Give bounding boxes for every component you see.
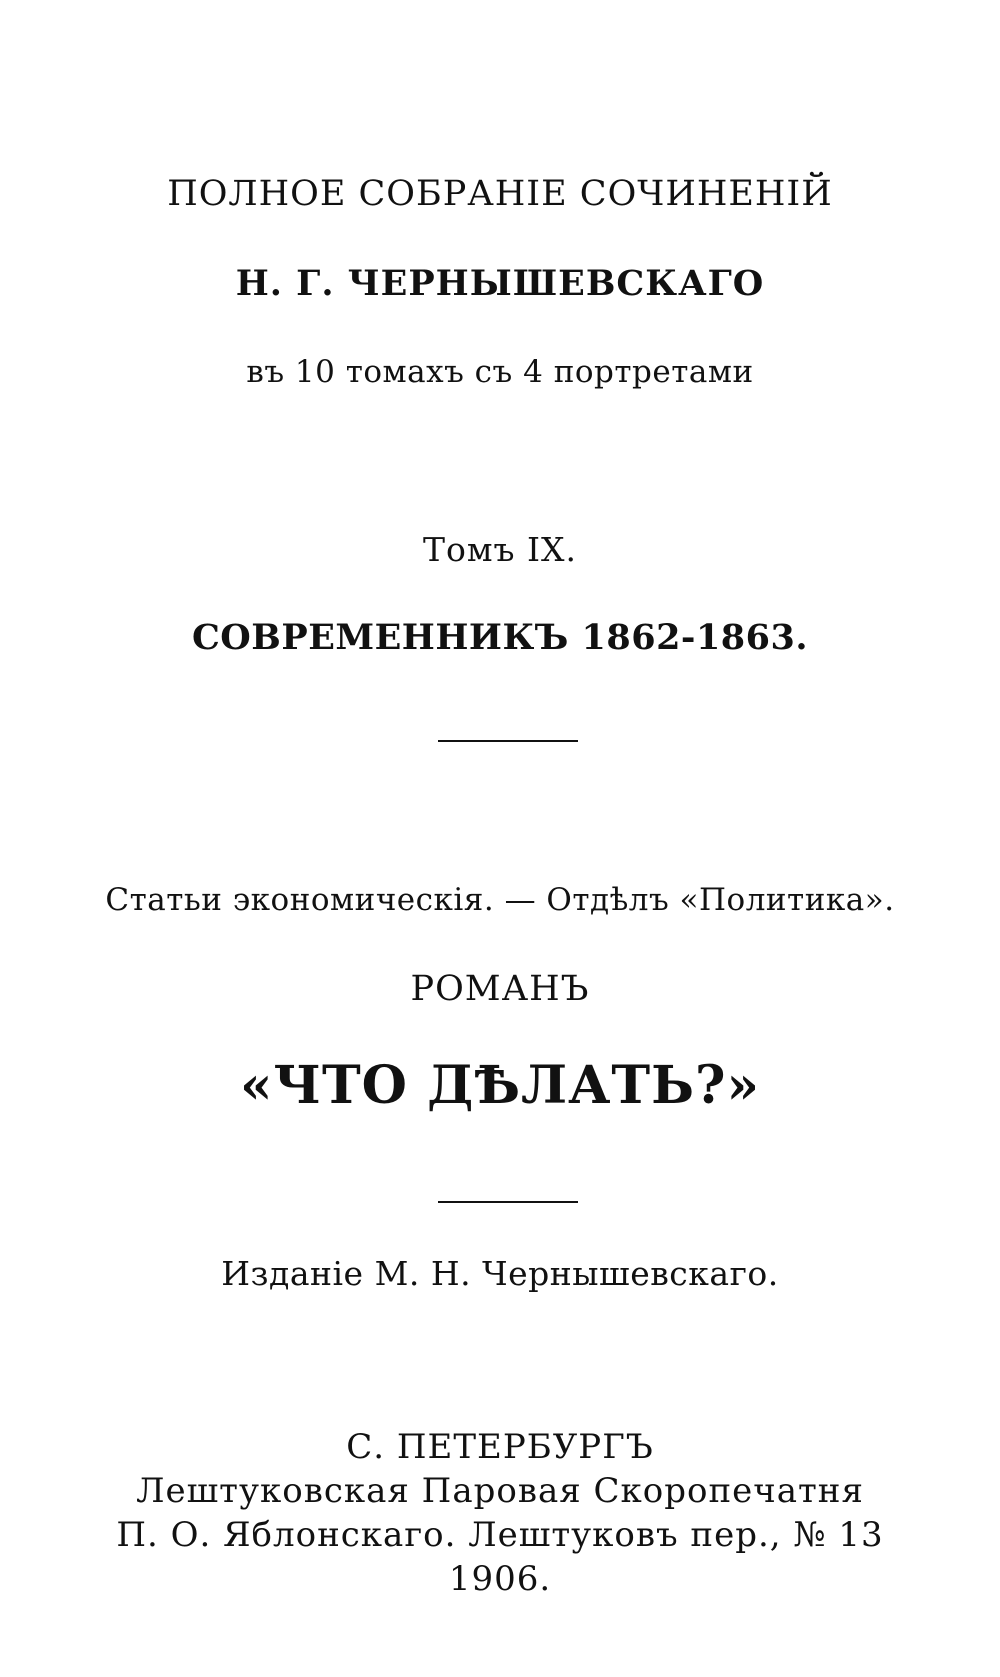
imprint-city: С. ПЕТЕРБУРГЪ	[346, 1427, 654, 1467]
imprint-block	[0, 1425, 1000, 1601]
novel-title: «ЧТО ДѢЛАТЬ?»	[240, 1055, 760, 1116]
collection-heading: ПОЛНОЕ СОБРАНІЕ СОЧИНЕНІЙ	[167, 174, 833, 214]
imprint-year: 1906.	[448, 1559, 552, 1599]
imprint-printer-line1: Лештуковская Паровая Скоропечатня	[136, 1471, 864, 1511]
contents-line: Статьи экономическія. — Отдѣлъ «Политика».	[105, 882, 895, 918]
divider-rule	[438, 740, 578, 742]
volume-title: СОВРЕМЕННИКЪ 1862-1863.	[191, 617, 809, 658]
imprint-printer-line2: П. О. Яблонскаго. Лештуковъ пер., № 13	[116, 1515, 884, 1555]
volumes-note: въ 10 томахъ съ 4 портретами	[246, 354, 754, 390]
volume-number: Томъ IX.	[422, 530, 578, 569]
genre-label: РОМАНЪ	[410, 969, 590, 1009]
divider-rule	[438, 1201, 578, 1203]
author-name: Н. Г. ЧЕРНЫШЕВСКАГО	[235, 263, 765, 304]
edition-note: Изданіе М. Н. Чернышевскаго.	[221, 1254, 779, 1293]
